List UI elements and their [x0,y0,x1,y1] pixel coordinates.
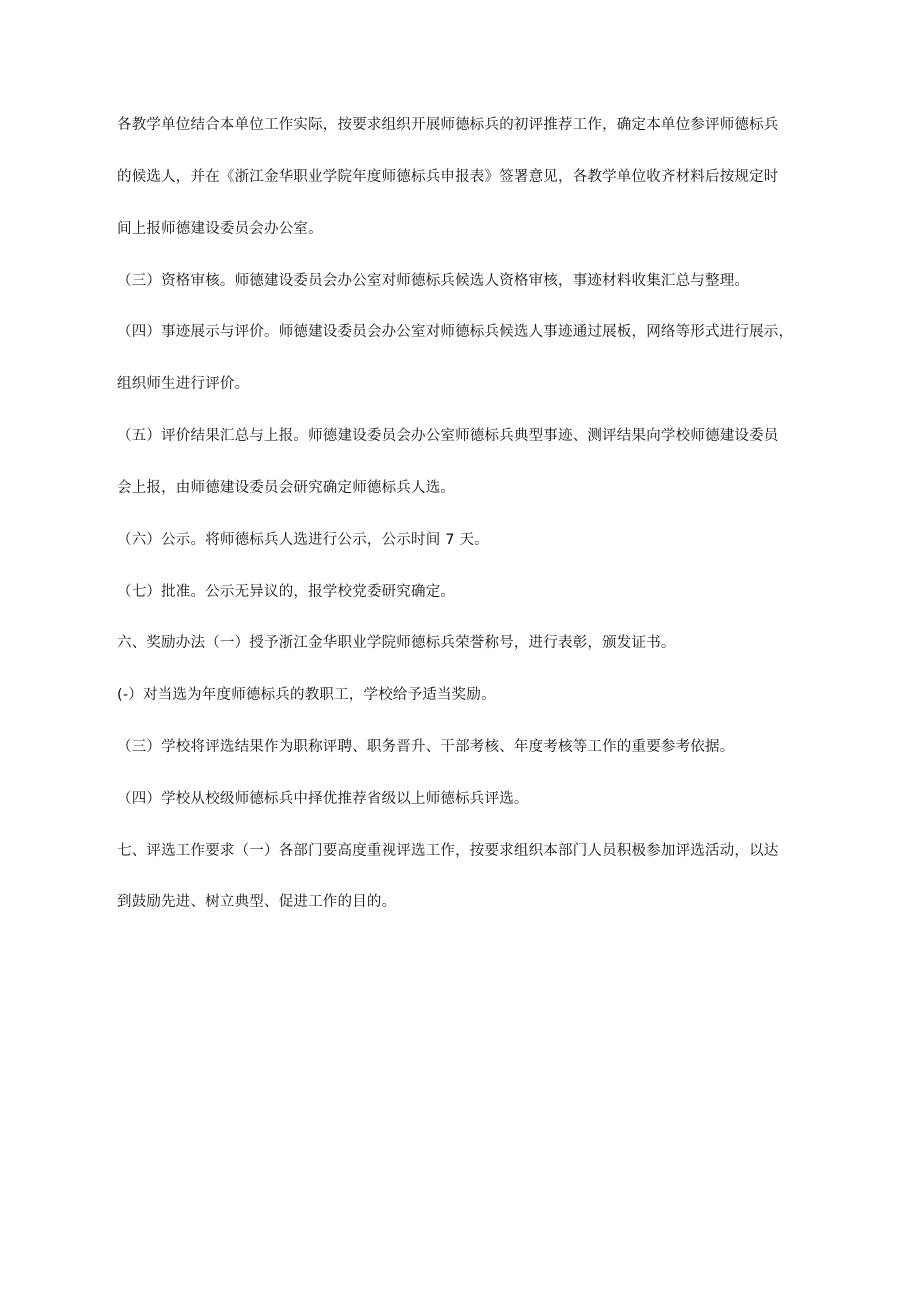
paragraph-line: 会上报，由师德建设委员会研究确定师德标兵人选。 [117,480,456,496]
paragraph-line: 各教学单位结合本单位工作实际，按要求组织开展师德标兵的初评推荐工作，确定本单位参评师德标兵 [117,117,779,133]
paragraph-line: （六）公示。将师德标兵人选进行公示，公示时间 7 天。 [117,532,489,548]
paragraph-line: 六、奖励办法（一）授予浙江金华职业学院师德标兵荣誉称号，进行表彰，颁发证书。 [117,635,676,651]
paragraph-line: （四）事迹展示与评价。师德建设委员会办公室对师德标兵候选人事迹通过展板，网络等形式进行展示， [117,324,794,340]
paragraph-line: 间上报师德建设委员会办公室。 [117,221,323,237]
paragraph-line: 组织师生进行评价。 [117,376,250,392]
paragraph-line: 的候选人，并在《浙江金华职业学院年度师德标兵申报表》签署意见，各教学单位收齐材料后按规定时 [117,169,779,185]
paragraph-line: 到鼓励先进、树立典型、促进工作的目的。 [117,894,397,910]
paragraph-line: （七）批准。公示无异议的，报学校党委研究确定。 [117,584,456,600]
paragraph-line: （五）评价结果汇总与上报。师德建设委员会办公室师德标兵典型事迹、测评结果向学校师德建设委员 [117,428,779,444]
paragraph-line: (-）对当选为年度师德标兵的教职工，学校给予适当奖励。 [117,687,496,703]
paragraph-line: （三）资格审核。师德建设委员会办公室对师德标兵候选人资格审核，事迹材料收集汇总与整理。 [117,273,750,289]
paragraph-line: （四）学校从校级师德标兵中择优推荐省级以上师德标兵评选。 [117,791,529,807]
paragraph-line: 七、评选工作要求（一）各部门要高度重视评选工作，按要求组织本部门人员积极参加评选活动，以达 [117,843,779,859]
paragraph-line: （三）学校将评选结果作为职称评聘、职务晋升、干部考核、年度考核等工作的重要参考依据。 [117,739,735,755]
